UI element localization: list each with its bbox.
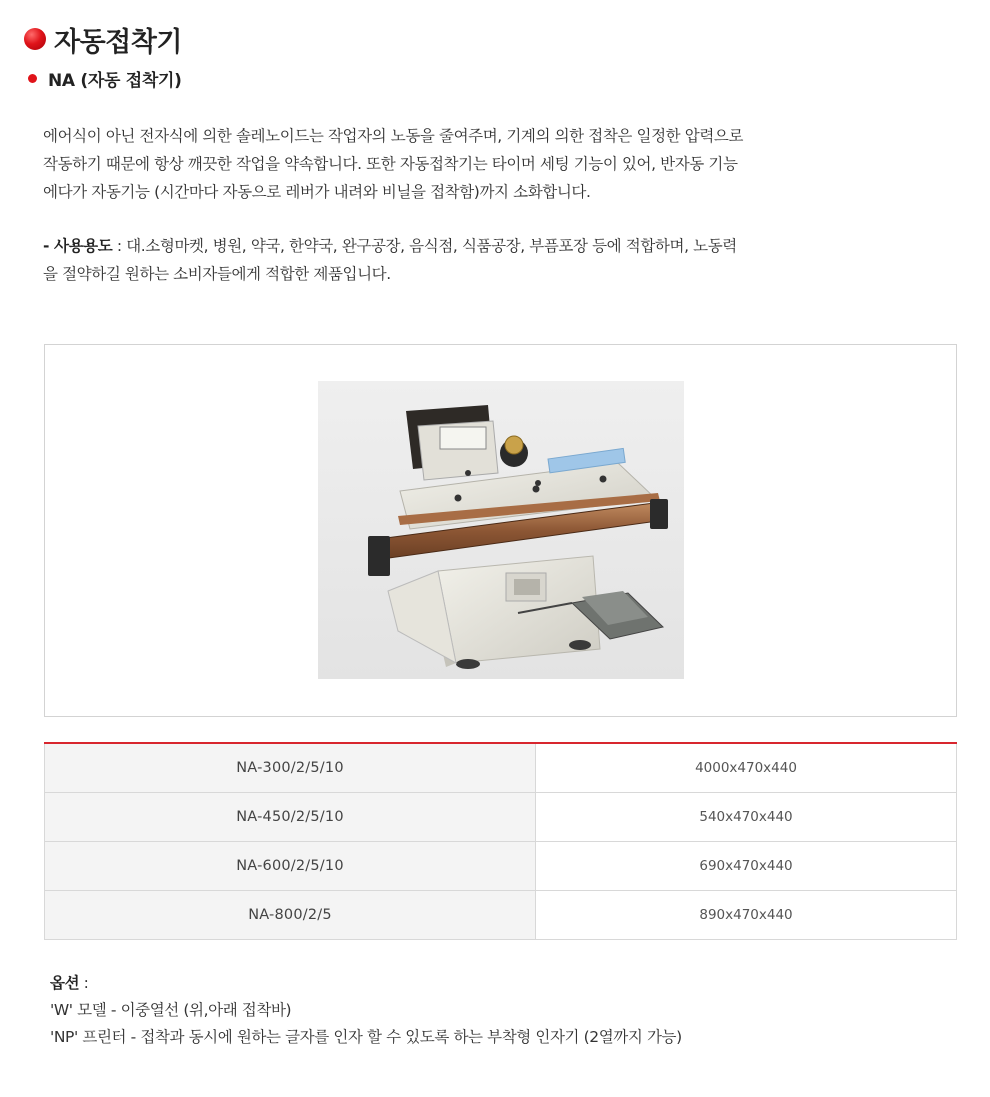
description-line: 에다가 자동기능 (시간마다 자동으로 레버가 내려와 비닐을 접착함)까지 소화합니다. xyxy=(43,183,591,201)
product-subtitle-row xyxy=(28,65,182,91)
product-image-frame xyxy=(44,344,957,717)
red-dot-icon xyxy=(28,74,37,83)
model-cell: NA-600/2/5/10 xyxy=(45,841,536,890)
options-heading xyxy=(50,970,682,997)
model-cell: NA-450/2/5/10 xyxy=(45,792,536,841)
size-cell: 540x470x440 xyxy=(536,792,957,841)
options-label: 옵션 xyxy=(50,974,80,992)
product-photo xyxy=(318,381,684,679)
page-title-row xyxy=(24,22,182,56)
option-item: 'W' 모델 - 이중열선 (위,아래 접착바) xyxy=(50,1001,292,1019)
product-description xyxy=(43,122,943,206)
table-row xyxy=(45,890,957,939)
table-row xyxy=(45,743,957,792)
sealer-machine-illustration xyxy=(318,381,684,679)
page-title: 자동접착기 xyxy=(54,26,182,58)
size-cell: 890x470x440 xyxy=(536,890,957,939)
description-line: 에어식이 아닌 전자식에 의한 솔레노이드는 작업자의 노동을 줄여주며, 기계의 의한 접착은 일정한 압력으로 xyxy=(43,127,744,145)
usage-line xyxy=(43,232,943,260)
usage-line: 을 절약하길 원하는 소비자들에게 적합한 제품입니다. xyxy=(43,265,391,283)
size-cell: 690x470x440 xyxy=(536,841,957,890)
usage-text: : 대.소형마켓, 병원, 약국, 한약국, 완구공장, 음식점, 식품공장, 부픔포장 등에 적합하며, 노동력 xyxy=(112,237,737,255)
description-line: 작동하기 때문에 항상 깨끗한 작업을 약속합니다. 또한 자동접착기는 타이머 세팅 기능이 있어, 반자동 기능 xyxy=(43,155,738,173)
options-section xyxy=(50,970,682,1051)
red-bullet-icon xyxy=(24,28,46,50)
option-item: 'NP' 프린터 - 접착과 동시에 원하는 글자를 인자 할 수 있도록 하는 부착형 인자기 (2열까지 가능) xyxy=(50,1028,682,1046)
spec-table xyxy=(44,742,957,940)
model-cell: NA-300/2/5/10 xyxy=(45,743,536,792)
table-row xyxy=(45,792,957,841)
size-cell: 4000x470x440 xyxy=(536,743,957,792)
table-row xyxy=(45,841,957,890)
usage-section xyxy=(43,232,943,288)
model-cell: NA-800/2/5 xyxy=(45,890,536,939)
product-subtitle: NA (자동 접착기) xyxy=(48,70,182,91)
usage-label: - 사용용도 xyxy=(43,237,113,255)
options-label-suffix: : xyxy=(79,974,89,992)
